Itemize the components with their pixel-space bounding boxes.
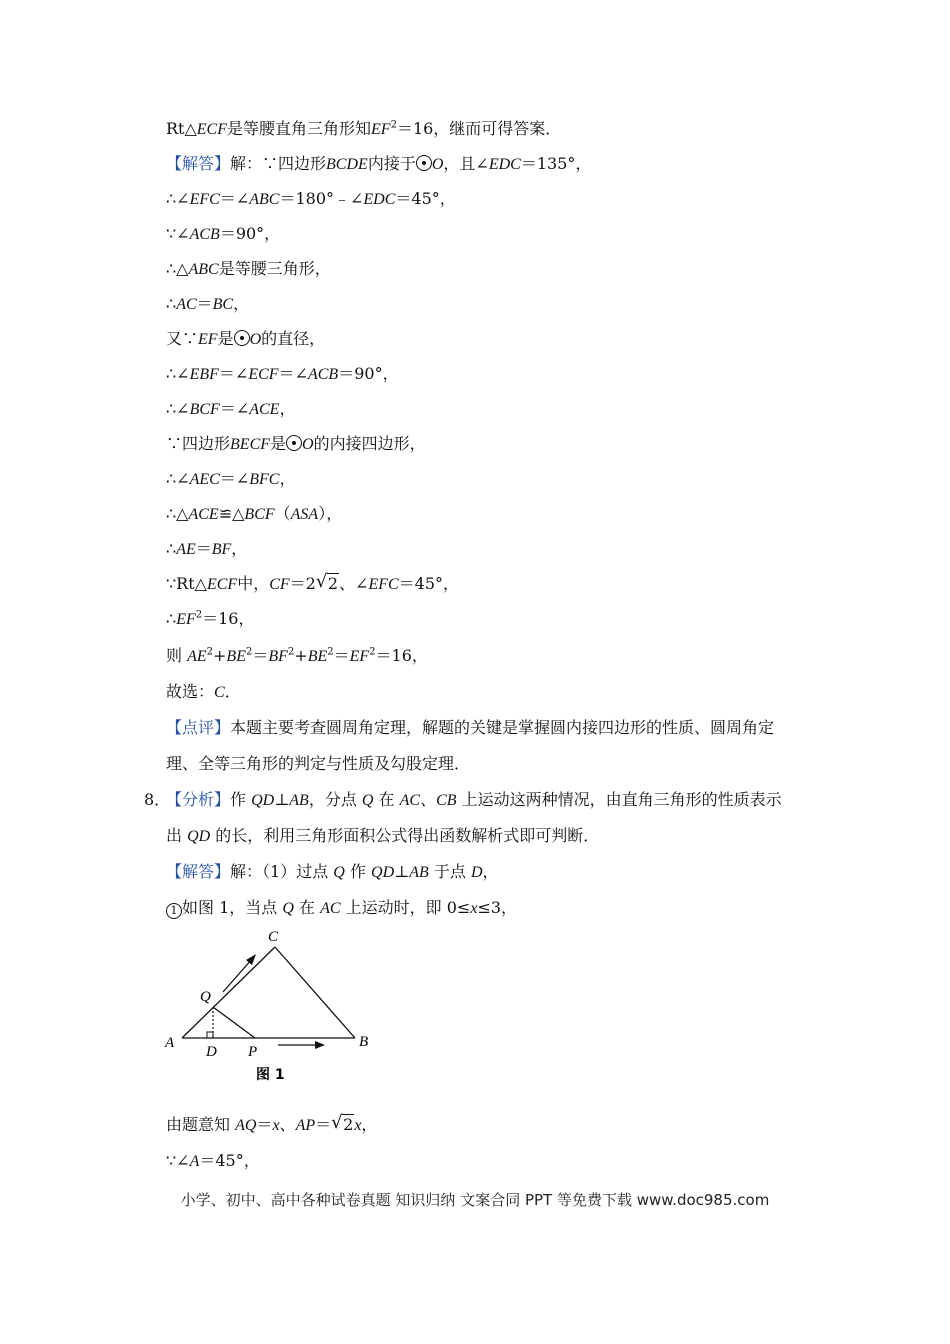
text: ECF: [206, 576, 238, 593]
text: 于点: [428, 862, 471, 881]
superscript: 2: [390, 119, 397, 131]
text-line: [166, 363, 399, 386]
text: 中，: [237, 574, 270, 593]
text: +: [294, 646, 308, 665]
answer-tag: 【解答】: [166, 154, 231, 173]
text: （: [274, 504, 291, 523]
text: AC: [176, 296, 197, 313]
sqrt-symbol: [316, 573, 339, 595]
text: Q: [333, 864, 345, 881]
text: ∵四边形: [166, 434, 231, 453]
text: ＝: [195, 539, 212, 558]
text-line: [166, 538, 247, 561]
text: ＝: [252, 646, 269, 665]
text: ABC: [188, 261, 219, 278]
text: QD: [371, 864, 395, 881]
text: QD: [187, 828, 211, 845]
text: ACE: [249, 401, 280, 418]
text: ACE: [188, 506, 219, 523]
text: ＝: [196, 294, 213, 313]
text: ＝: [333, 646, 350, 665]
text: ∴: [166, 539, 177, 558]
label-Q: Q: [200, 989, 211, 1005]
text: O: [249, 331, 262, 348]
text: ∴∠: [166, 364, 190, 383]
text: BFC: [249, 471, 280, 488]
arrow-up-line: [223, 959, 252, 992]
text: AB: [409, 864, 429, 881]
text: 在: [293, 898, 321, 917]
text: ＝16，: [375, 646, 428, 665]
text: 是: [270, 434, 287, 453]
circle-dot-icon: [286, 435, 302, 451]
text: 内接于: [367, 154, 416, 173]
text: 是等腰直角三角形知: [227, 119, 372, 138]
text: BF: [268, 648, 288, 665]
text: AC: [399, 792, 421, 809]
text: ＝∠: [218, 364, 249, 383]
text: ＝90°，: [219, 224, 281, 243]
text: ＝∠: [219, 469, 250, 488]
segment-QP: [213, 1007, 255, 1038]
text: EF: [176, 611, 196, 628]
text: ＝: [256, 1115, 273, 1134]
text: 作: [230, 790, 252, 809]
text: ∵∠: [166, 224, 190, 243]
geometry-figure: [160, 925, 380, 1090]
text: ∵Rt△: [166, 574, 207, 593]
text-line: [166, 328, 325, 351]
text: BC: [212, 296, 234, 313]
text: ACB: [189, 226, 220, 243]
text: C: [214, 684, 225, 701]
text-line: [166, 118, 561, 141]
text: EFC: [368, 576, 399, 593]
text: ＝: [315, 1115, 332, 1134]
text: AP: [295, 1117, 316, 1134]
radicand: 2: [327, 574, 339, 593]
text: +: [213, 646, 227, 665]
text: 的长，利用三角形面积公式得出函数解析式即可判断．: [210, 826, 600, 845]
text: Q: [361, 792, 374, 809]
text: ＝∠: [219, 189, 250, 208]
text-line: [166, 789, 782, 812]
text: ⊥: [394, 862, 410, 881]
label-D: D: [206, 1044, 217, 1060]
text-line: [166, 825, 599, 848]
text: CB: [436, 792, 457, 809]
text-line: [166, 223, 280, 246]
label-A: A: [165, 1035, 175, 1051]
text: ＝180°﹣∠: [279, 189, 364, 208]
text: x: [272, 1117, 280, 1134]
text: 是: [217, 329, 234, 348]
text: ＝135°，: [520, 154, 592, 173]
text: ＝16，继而可得答案．: [396, 119, 562, 138]
superscript: 2: [327, 646, 334, 658]
text: ，: [279, 399, 296, 418]
text: CF: [269, 576, 290, 593]
segment-AC: [182, 947, 275, 1038]
text: Rt△: [166, 119, 197, 138]
text: 是等腰三角形，: [218, 259, 331, 278]
text: Q: [282, 900, 294, 917]
text-line: [166, 1150, 260, 1173]
text: BE: [226, 648, 246, 665]
text: ，分点: [308, 790, 362, 809]
text: 的直径，: [261, 329, 326, 348]
text-line: [166, 645, 428, 668]
text: 的内接四边形，: [313, 434, 426, 453]
circle-dot-icon: [234, 330, 250, 346]
text: ＝2: [289, 574, 316, 593]
circle-dot-icon: [416, 155, 432, 171]
text: BCF: [244, 506, 275, 523]
text: AE: [176, 541, 196, 558]
text: 解：（1）过点: [230, 862, 334, 881]
text: 、∠: [339, 574, 369, 593]
right-angle-mark: [207, 1032, 213, 1038]
text: 上运动这两种情况，由直角三角形的性质表示: [456, 790, 782, 809]
text: AEC: [189, 471, 220, 488]
text: EF: [349, 648, 370, 665]
text: ，且∠: [443, 154, 489, 173]
text: ∴∠: [166, 189, 190, 208]
text: AC: [320, 900, 341, 917]
text: QD: [251, 792, 275, 809]
text: 在: [373, 790, 400, 809]
text: D: [470, 864, 483, 881]
text: O: [302, 436, 314, 453]
text-line: [166, 468, 295, 491]
superscript: 2: [287, 646, 295, 658]
text: 则: [166, 646, 188, 665]
superscript: 2: [369, 646, 376, 658]
text: 由题意知: [166, 1115, 236, 1134]
page-footer[interactable]: 小学、初中、高中各种试卷真题 知识归纳 文案合同 PPT 等免费下载 www.doc985.com: [180, 1191, 770, 1209]
text: AB: [289, 792, 309, 809]
text: EF: [371, 121, 391, 138]
text: ，: [482, 862, 499, 881]
text-line: [166, 861, 499, 884]
text: ＝45°，: [395, 189, 456, 208]
answer-tag: 【解答】: [166, 862, 231, 881]
label-P: P: [248, 1044, 258, 1060]
figure-caption: 图 1: [256, 1067, 285, 1083]
text-line: [166, 753, 470, 775]
text: ∴△: [166, 259, 189, 278]
text: 解：∵四边形: [230, 154, 327, 173]
comment-tag: 【点评】: [166, 718, 231, 737]
text: ＝∠: [219, 399, 250, 418]
text: 本题主要考查圆周角定理，解题的关键是掌握圆内接四边形的性质、圆周角定: [230, 718, 775, 737]
text: 理、全等三角形的判定与性质及勾股定理．: [166, 754, 471, 773]
text: ∴△: [166, 504, 189, 523]
text: AE: [187, 648, 207, 665]
text: ∵∠: [166, 1151, 190, 1170]
text: BECF: [230, 436, 271, 453]
text: EBF: [189, 366, 219, 383]
text: ＝∠: [278, 364, 308, 383]
text: EF: [198, 331, 218, 348]
text: 故选：: [166, 682, 215, 701]
text: x: [354, 1117, 362, 1134]
text: EDC: [488, 156, 521, 173]
arrow-right-head: [315, 1041, 325, 1049]
text: ACB: [307, 366, 339, 383]
text: ＝16，: [202, 609, 255, 628]
analysis-tag: 【分析】: [166, 790, 231, 809]
text: ，: [231, 539, 248, 558]
text-line: [166, 897, 517, 920]
radicand: 2: [343, 1115, 354, 1134]
text: ∴: [166, 609, 177, 628]
superscript: 2: [206, 646, 214, 658]
text: O: [431, 156, 444, 173]
text-line: [166, 153, 591, 176]
text: ＝90°，: [338, 364, 399, 383]
text-line: [166, 503, 342, 526]
text: ∴: [166, 294, 177, 313]
text: 如图 1，当点: [182, 898, 283, 917]
text-line: [166, 188, 456, 211]
text-line: [166, 293, 249, 316]
text: ∴∠: [166, 469, 190, 488]
text: ＝45°，: [199, 1151, 260, 1170]
text: ≤3，: [477, 898, 518, 917]
text-line: [166, 258, 331, 281]
text: 上运动时，即 0≤: [340, 898, 471, 917]
text-line: [166, 433, 426, 456]
text-line: [166, 717, 774, 739]
text: AQ: [235, 1117, 257, 1134]
label-C: C: [268, 929, 279, 945]
text-line: [166, 608, 254, 631]
text: BCF: [189, 401, 220, 418]
text: ECF: [196, 121, 227, 138]
text: 作: [344, 862, 372, 881]
text: ≌△: [218, 504, 245, 523]
text: x: [470, 900, 478, 917]
question-number: 8．: [144, 790, 171, 809]
segment-CB: [275, 947, 355, 1038]
text: ＝45°，: [398, 574, 460, 593]
text: ABC: [249, 191, 280, 208]
text: ECF: [248, 366, 279, 383]
text: 、: [420, 790, 437, 809]
text: 、: [279, 1115, 296, 1134]
text: ．: [224, 682, 241, 701]
text: ），: [318, 504, 343, 523]
text: ，: [361, 1115, 378, 1134]
text: ASA: [290, 506, 319, 523]
text: A: [189, 1153, 200, 1170]
text-line: [166, 681, 241, 704]
label-B: B: [359, 1034, 369, 1050]
text-line: [166, 398, 295, 421]
text: EDC: [363, 191, 396, 208]
circled-number: 1: [166, 903, 182, 919]
text: BCDE: [326, 156, 368, 173]
text-line: [166, 1114, 377, 1137]
sqrt-symbol: [331, 1114, 354, 1136]
text: 又∵: [166, 329, 199, 348]
text: ⊥: [274, 790, 290, 809]
text: EFC: [189, 191, 220, 208]
superscript: 2: [245, 646, 253, 658]
text: 出: [166, 826, 188, 845]
text: BF: [211, 541, 232, 558]
text: ，: [233, 294, 250, 313]
text: ，: [279, 469, 296, 488]
text-line: [166, 573, 459, 596]
superscript: 2: [195, 609, 203, 621]
text: ∴∠: [166, 399, 190, 418]
text: BE: [307, 648, 328, 665]
